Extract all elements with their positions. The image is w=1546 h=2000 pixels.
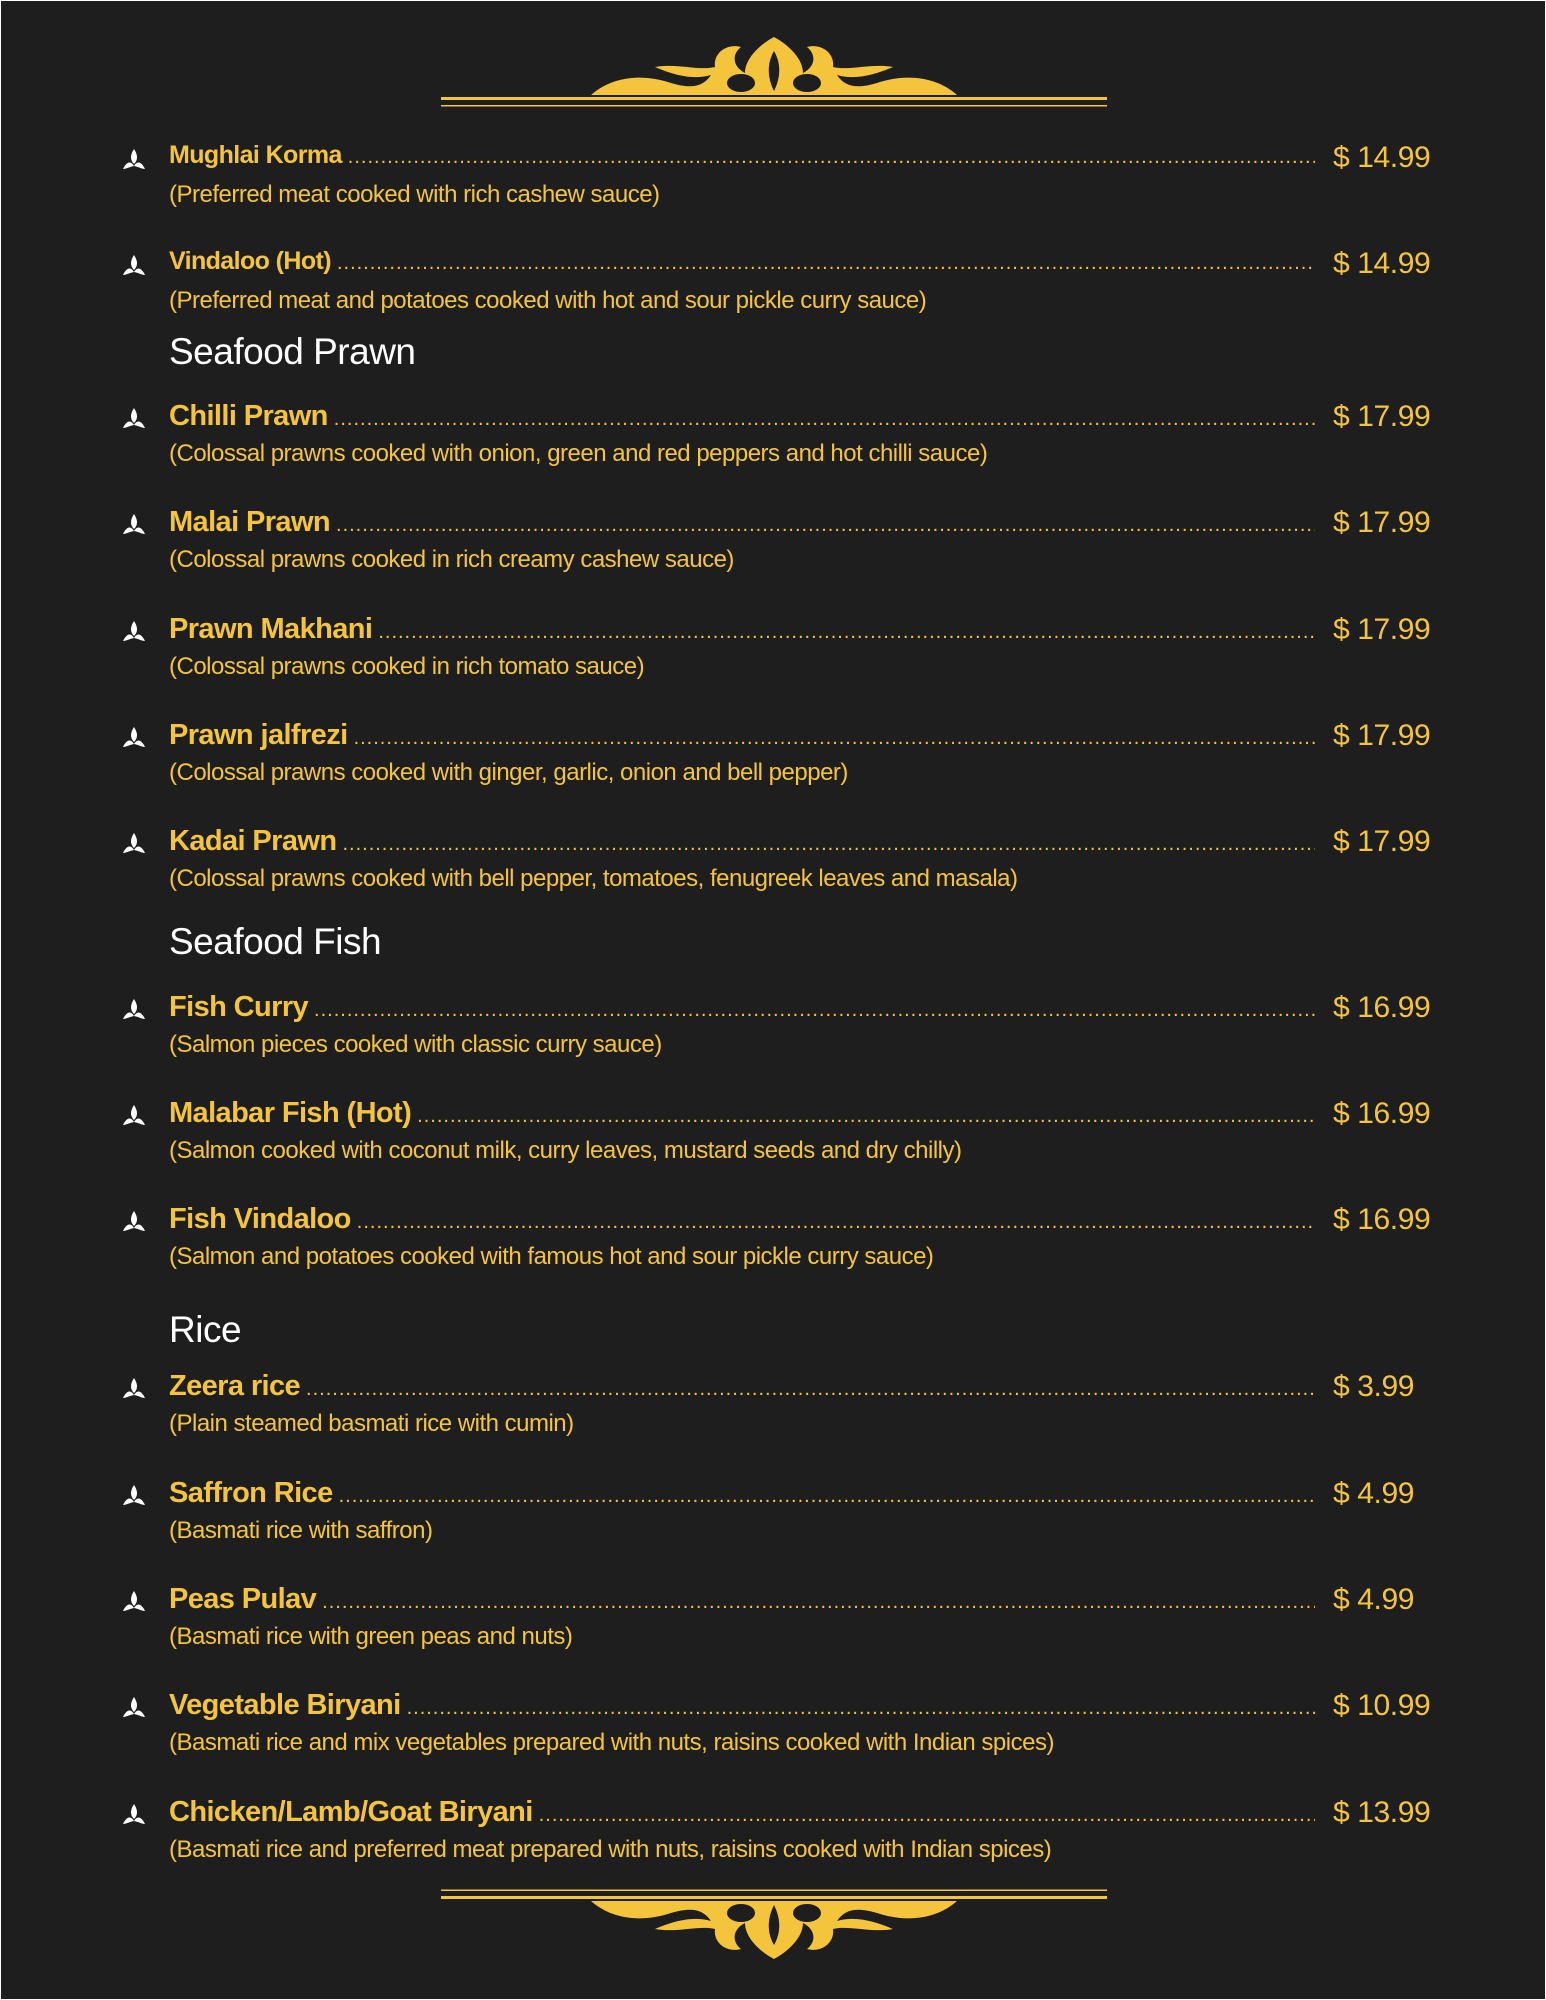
- dish-name: Chicken/Lamb/Goat Biryani: [169, 1796, 533, 1828]
- dish-description: (Colossal prawns cooked with bell pepper, tomatoes, fenugreek leaves and masala): [169, 865, 1018, 892]
- dish-name: Chilli Prawn: [169, 400, 328, 432]
- list-item: [1, 991, 1545, 1071]
- menu-page: [1, 1, 1545, 1999]
- dot-leader: [322, 1591, 1315, 1614]
- dish-name: Vindaloo (Hot): [169, 247, 331, 275]
- dish-price: $ 3.99: [1333, 1370, 1415, 1403]
- dish-price: $ 16.99: [1333, 991, 1431, 1024]
- dish-name: Malabar Fish (Hot): [169, 1097, 412, 1129]
- dish-name: Fish Vindaloo: [169, 1203, 351, 1235]
- dot-leader: [339, 1485, 1315, 1508]
- ornamental-leaf-icon: [121, 1589, 147, 1615]
- bottom-ornament: [441, 1879, 1107, 1959]
- dish-description: (Salmon cooked with coconut milk, curry leaves, mustard seeds and dry chilly): [169, 1137, 962, 1164]
- dish-name: Prawn Makhani: [169, 613, 373, 645]
- list-item: [1, 1370, 1545, 1450]
- dot-leader: [417, 1105, 1315, 1128]
- dish-price: $ 17.99: [1333, 400, 1431, 433]
- dish-price: $ 16.99: [1333, 1097, 1431, 1130]
- ornamental-leaf-icon: [121, 1376, 147, 1402]
- list-item: [1, 719, 1545, 799]
- dish-description: (Basmati rice and preferred meat prepared with nuts, raisins cooked with Indian spices): [169, 1836, 1052, 1863]
- dish-name: Kadai Prawn: [169, 825, 337, 857]
- ornamental-leaf-icon: [121, 406, 147, 432]
- list-item: [1, 141, 1545, 221]
- top-ornament: [441, 37, 1107, 117]
- dish-price: $ 4.99: [1333, 1477, 1415, 1510]
- dot-leader: [348, 146, 1315, 169]
- dish-price: $ 17.99: [1333, 825, 1431, 858]
- dish-price: $ 17.99: [1333, 719, 1431, 752]
- dish-name: Fish Curry: [169, 991, 309, 1023]
- list-item: [1, 825, 1545, 905]
- dish-description: (Colossal prawns cooked with ginger, garlic, onion and bell pepper): [169, 759, 848, 786]
- ornamental-leaf-icon: [121, 1483, 147, 1509]
- dish-price: $ 13.99: [1333, 1796, 1431, 1829]
- dot-leader: [314, 999, 1315, 1022]
- ornamental-leaf-icon: [121, 1209, 147, 1235]
- dish-description: (Colossal prawns cooked in rich creamy cashew sauce): [169, 546, 734, 573]
- ornamental-leaf-icon: [121, 831, 147, 857]
- dish-description: (Colossal prawns cooked with onion, green and red peppers and hot chilli sauce): [169, 440, 988, 467]
- dot-leader: [334, 408, 1315, 431]
- dot-leader: [342, 833, 1315, 856]
- dish-price: $ 17.99: [1333, 506, 1431, 539]
- list-item: [1, 400, 1545, 480]
- dish-description: (Plain steamed basmati rice with cumin): [169, 1410, 574, 1437]
- section-title: Rice: [169, 1309, 242, 1350]
- dish-name: Peas Pulav: [169, 1583, 317, 1615]
- dish-description: (Basmati rice with green peas and nuts): [169, 1623, 573, 1650]
- dot-leader: [336, 514, 1315, 537]
- ornamental-leaf-icon: [121, 147, 147, 173]
- ornamental-leaf-icon: [121, 1802, 147, 1828]
- dish-name: Malai Prawn: [169, 506, 331, 538]
- list-item: [1, 1477, 1545, 1557]
- dot-leader: [357, 1211, 1315, 1234]
- dish-description: (Preferred meat and potatoes cooked with hot and sour pickle curry sauce): [169, 287, 927, 314]
- dot-leader: [407, 1697, 1315, 1720]
- dish-name: Prawn jalfrezi: [169, 719, 348, 751]
- dish-price: $ 16.99: [1333, 1203, 1431, 1236]
- dot-leader: [354, 727, 1315, 750]
- dish-description: (Preferred meat cooked with rich cashew sauce): [169, 181, 660, 208]
- dish-name: Zeera rice: [169, 1370, 301, 1402]
- list-item: [1, 247, 1545, 327]
- ornamental-leaf-icon: [121, 253, 147, 279]
- ornamental-leaf-icon: [121, 512, 147, 538]
- list-item: [1, 506, 1545, 586]
- dish-description: (Colossal prawns cooked in rich tomato sauce): [169, 653, 645, 680]
- dish-description: (Basmati rice with saffron): [169, 1517, 433, 1544]
- dish-price: $ 10.99: [1333, 1689, 1431, 1722]
- dish-price: $ 14.99: [1333, 141, 1431, 174]
- section-title: Seafood Fish: [169, 921, 382, 962]
- list-item: [1, 1689, 1545, 1769]
- section-title: Seafood Prawn: [169, 331, 416, 372]
- dish-name: Vegetable Biryani: [169, 1689, 401, 1721]
- list-item: [1, 613, 1545, 693]
- dish-name: Mughlai Korma: [169, 141, 342, 169]
- dot-leader: [337, 252, 1315, 275]
- dish-price: $ 14.99: [1333, 247, 1431, 280]
- dish-description: (Salmon pieces cooked with classic curry sauce): [169, 1031, 662, 1058]
- list-item: [1, 1796, 1545, 1876]
- ornamental-leaf-icon: [121, 619, 147, 645]
- ornamental-leaf-icon: [121, 1695, 147, 1721]
- ornamental-leaf-icon: [121, 997, 147, 1023]
- dot-leader: [306, 1378, 1315, 1401]
- dish-description: (Salmon and potatoes cooked with famous hot and sour pickle curry sauce): [169, 1243, 934, 1270]
- ornamental-leaf-icon: [121, 1103, 147, 1129]
- ornamental-leaf-icon: [121, 725, 147, 751]
- dish-description: (Basmati rice and mix vegetables prepared with nuts, raisins cooked with Indian spices): [169, 1729, 1054, 1756]
- dish-price: $ 4.99: [1333, 1583, 1415, 1616]
- dish-name: Saffron Rice: [169, 1477, 333, 1509]
- list-item: [1, 1203, 1545, 1283]
- dot-leader: [378, 621, 1315, 644]
- dot-leader: [539, 1804, 1315, 1827]
- list-item: [1, 1583, 1545, 1663]
- dish-price: $ 17.99: [1333, 613, 1431, 646]
- list-item: [1, 1097, 1545, 1177]
